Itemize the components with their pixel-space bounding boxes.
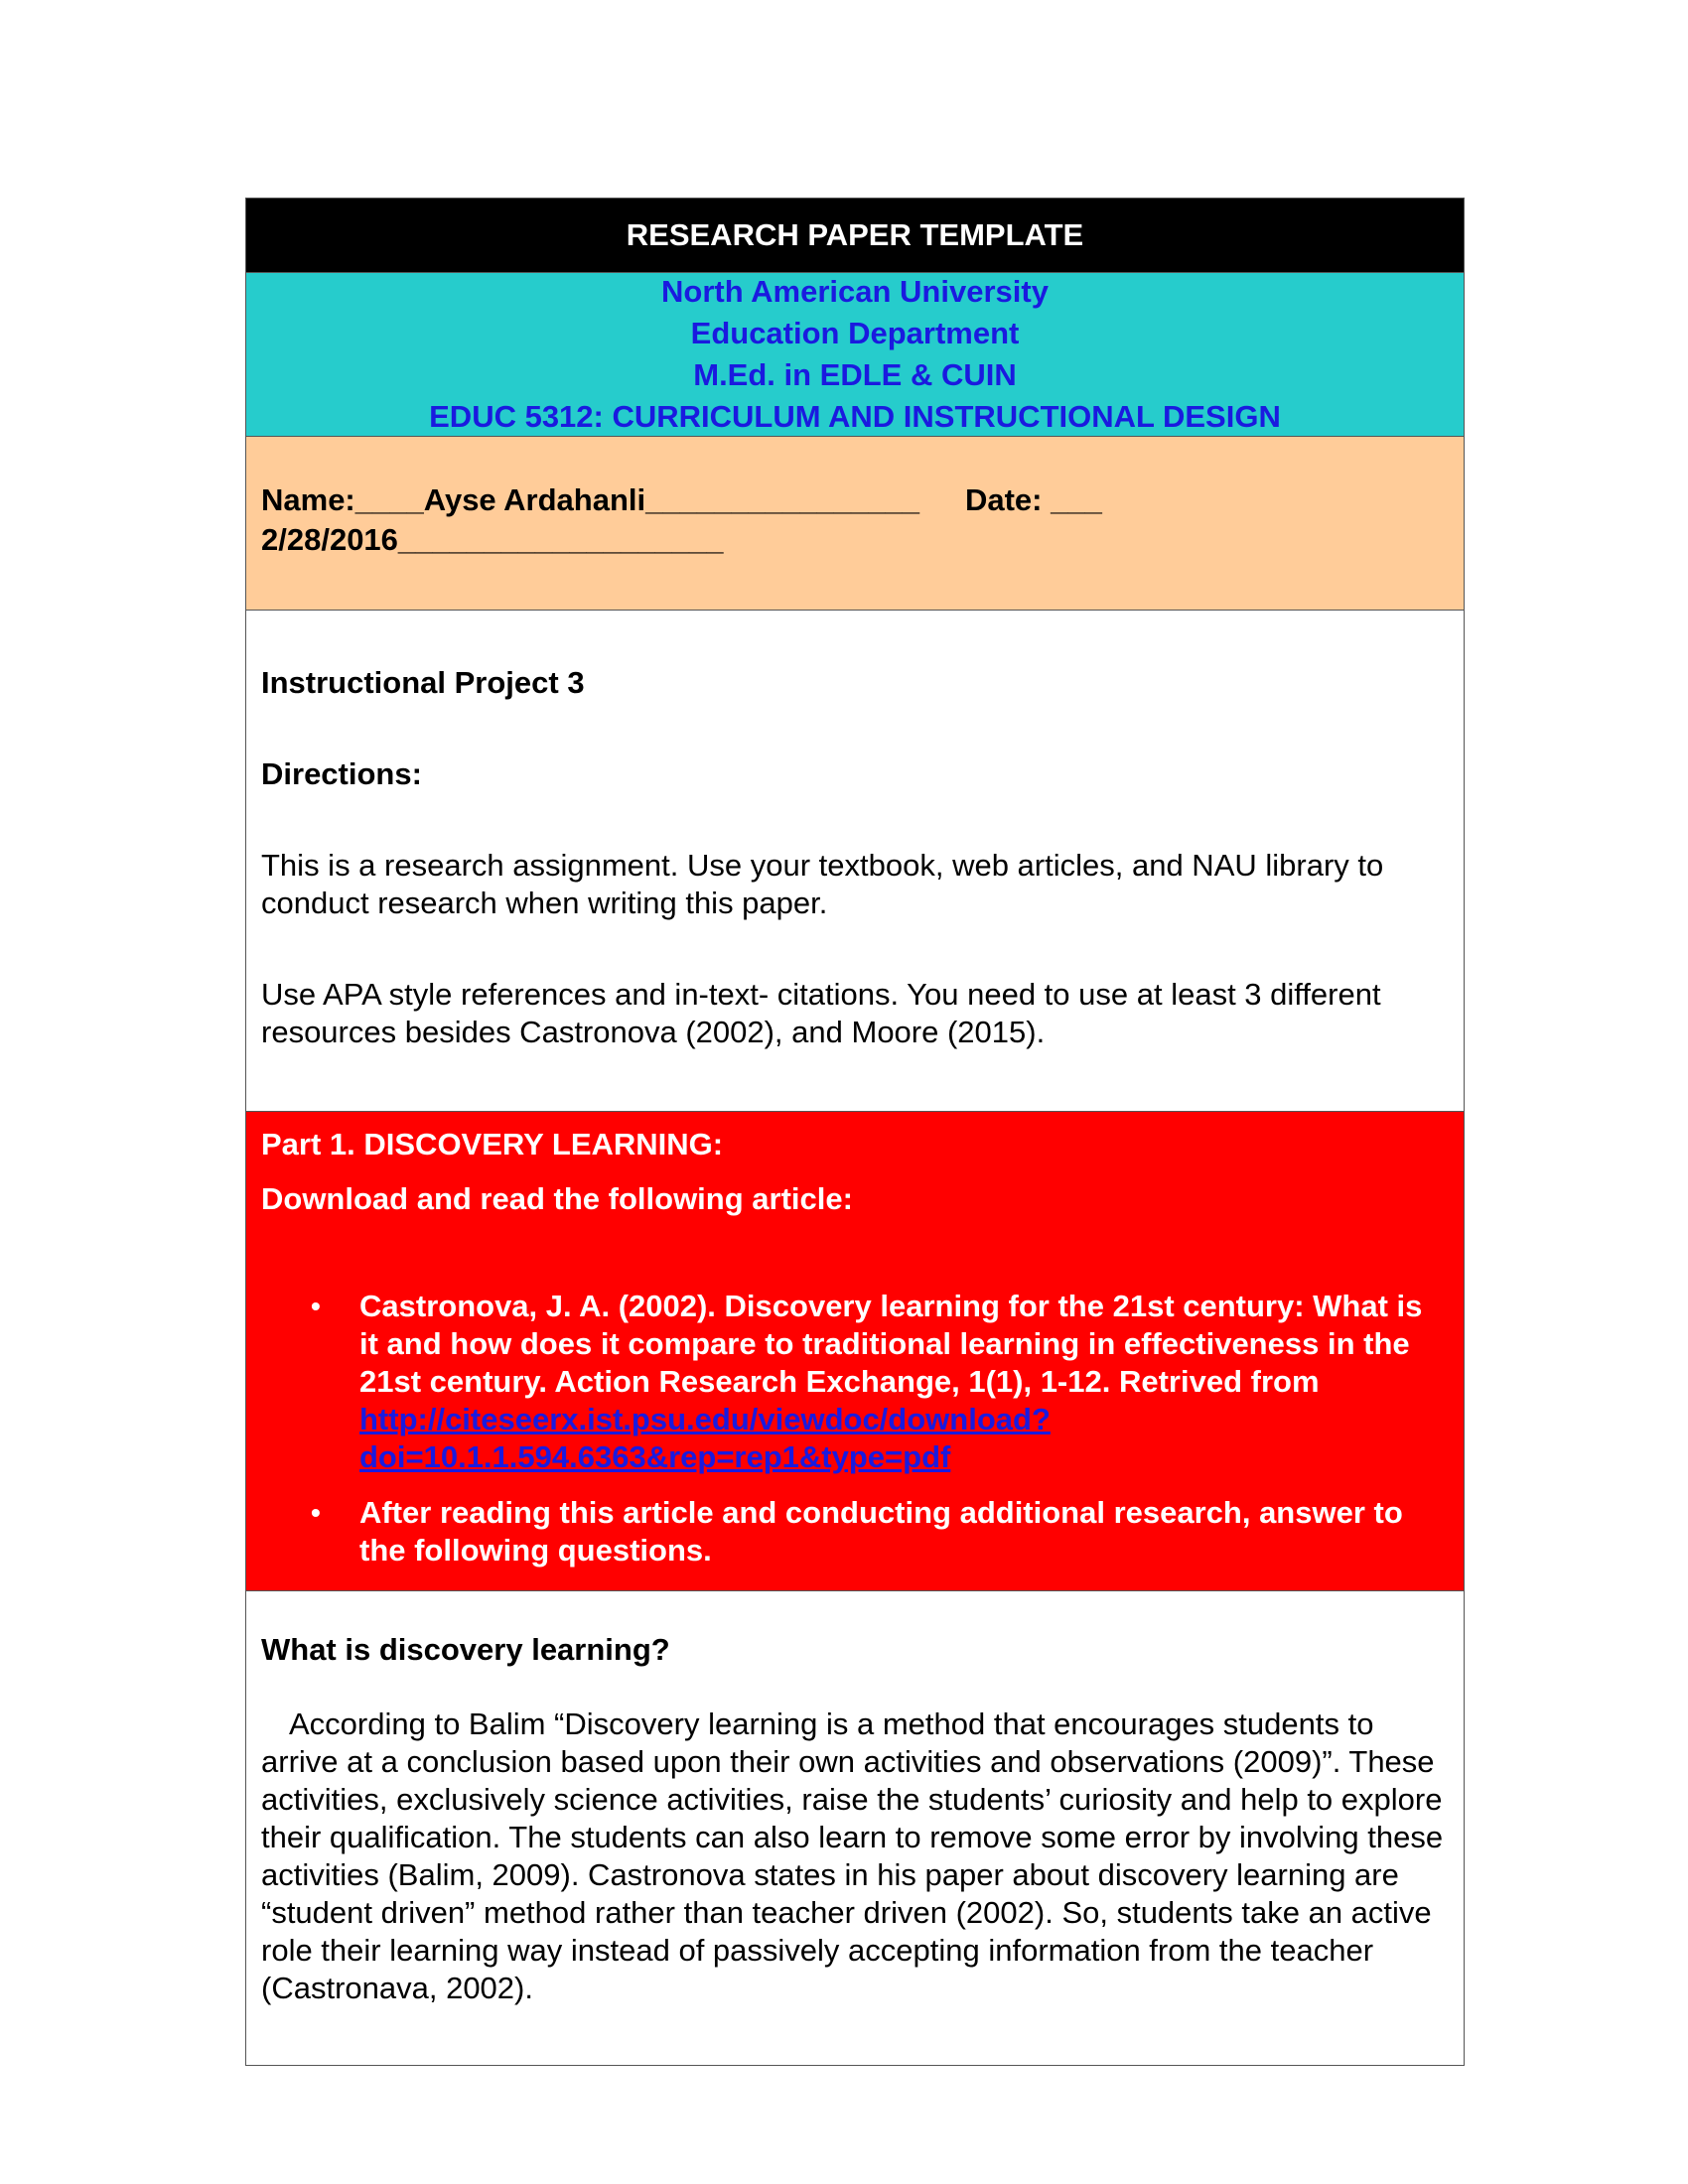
student-info-row (246, 437, 1464, 611)
project-title: Instructional Project 3 (261, 665, 585, 700)
question-answer: According to Balim “Discovery learning is a method that encourages students to arrive at a conclusion based upon their own activities and observations (2009)”. These activities, exclusively science activities, raise the students’ curiosity and help to explore their qualification. The students can also learn to remove some error by involving these activities (Balim, 2009). Castronova states in his paper about discovery learning are “student driven” method rather than teacher driven (2002). So, students take an active role their learning way instead of passively accepting information from the teacher (Castronava, 2002). (261, 1706, 1444, 2005)
question-1-section (246, 1591, 1464, 2065)
citation-link[interactable]: http://citeseerx.ist.psu.edu/viewdoc/download?doi=10.1.1.594.6363&rep=rep1&type=pdf (359, 1402, 1051, 1474)
part1-title: Part 1. DISCOVERY LEARNING: (261, 1127, 724, 1161)
department-name: Education Department (690, 316, 1020, 350)
part1-section (246, 1112, 1464, 1591)
institution-header (246, 273, 1464, 437)
list-item (261, 1494, 1449, 1570)
bullet-icon: • (311, 1291, 321, 1321)
question-heading: What is discovery learning? (261, 1632, 670, 1667)
date-label: Date: ___ (964, 482, 1102, 517)
directions-paragraph-2: Use APA style references and in-text- citations. You need to use at least 3 different resources besides Castronova (2002), and Moore (2015). (261, 977, 1381, 1049)
list-item (261, 1288, 1449, 1476)
template-title-row (246, 199, 1464, 273)
template-title: RESEARCH PAPER TEMPLATE (626, 217, 1084, 252)
directions-paragraph-1: This is a research assignment. Use your textbook, web articles, and NAU library to conduct research when writing this paper. (261, 848, 1384, 920)
part1-subtitle: Download and read the following article: (261, 1181, 853, 1216)
part1-bullet-list (261, 1288, 1449, 1570)
part1-instruction: After reading this article and conducting additional research, answer to the following questions. (359, 1495, 1403, 1568)
research-template-table (245, 198, 1465, 2066)
name-date-line (261, 480, 1449, 520)
directions-section (246, 611, 1464, 1112)
program-name: M.Ed. in EDLE & CUIN (693, 357, 1017, 392)
university-name: North American University (661, 274, 1049, 309)
citation-text: Castronova, J. A. (2002). Discovery learning for the 21st century: What is it and how does it compare to traditional learning in effectiveness in the 21st century. Action Research Exchange, 1(1), 1-12. Retrived from (359, 1289, 1423, 1399)
student-name: Name:____Ayse Ardahanli________________ (261, 482, 919, 517)
bullet-icon: • (311, 1497, 321, 1528)
directions-heading: Directions: (261, 756, 422, 791)
course-name: EDUC 5312: CURRICULUM AND INSTRUCTIONAL DESIGN (429, 399, 1281, 434)
date-value: 2/28/2016___________________ (261, 522, 724, 557)
